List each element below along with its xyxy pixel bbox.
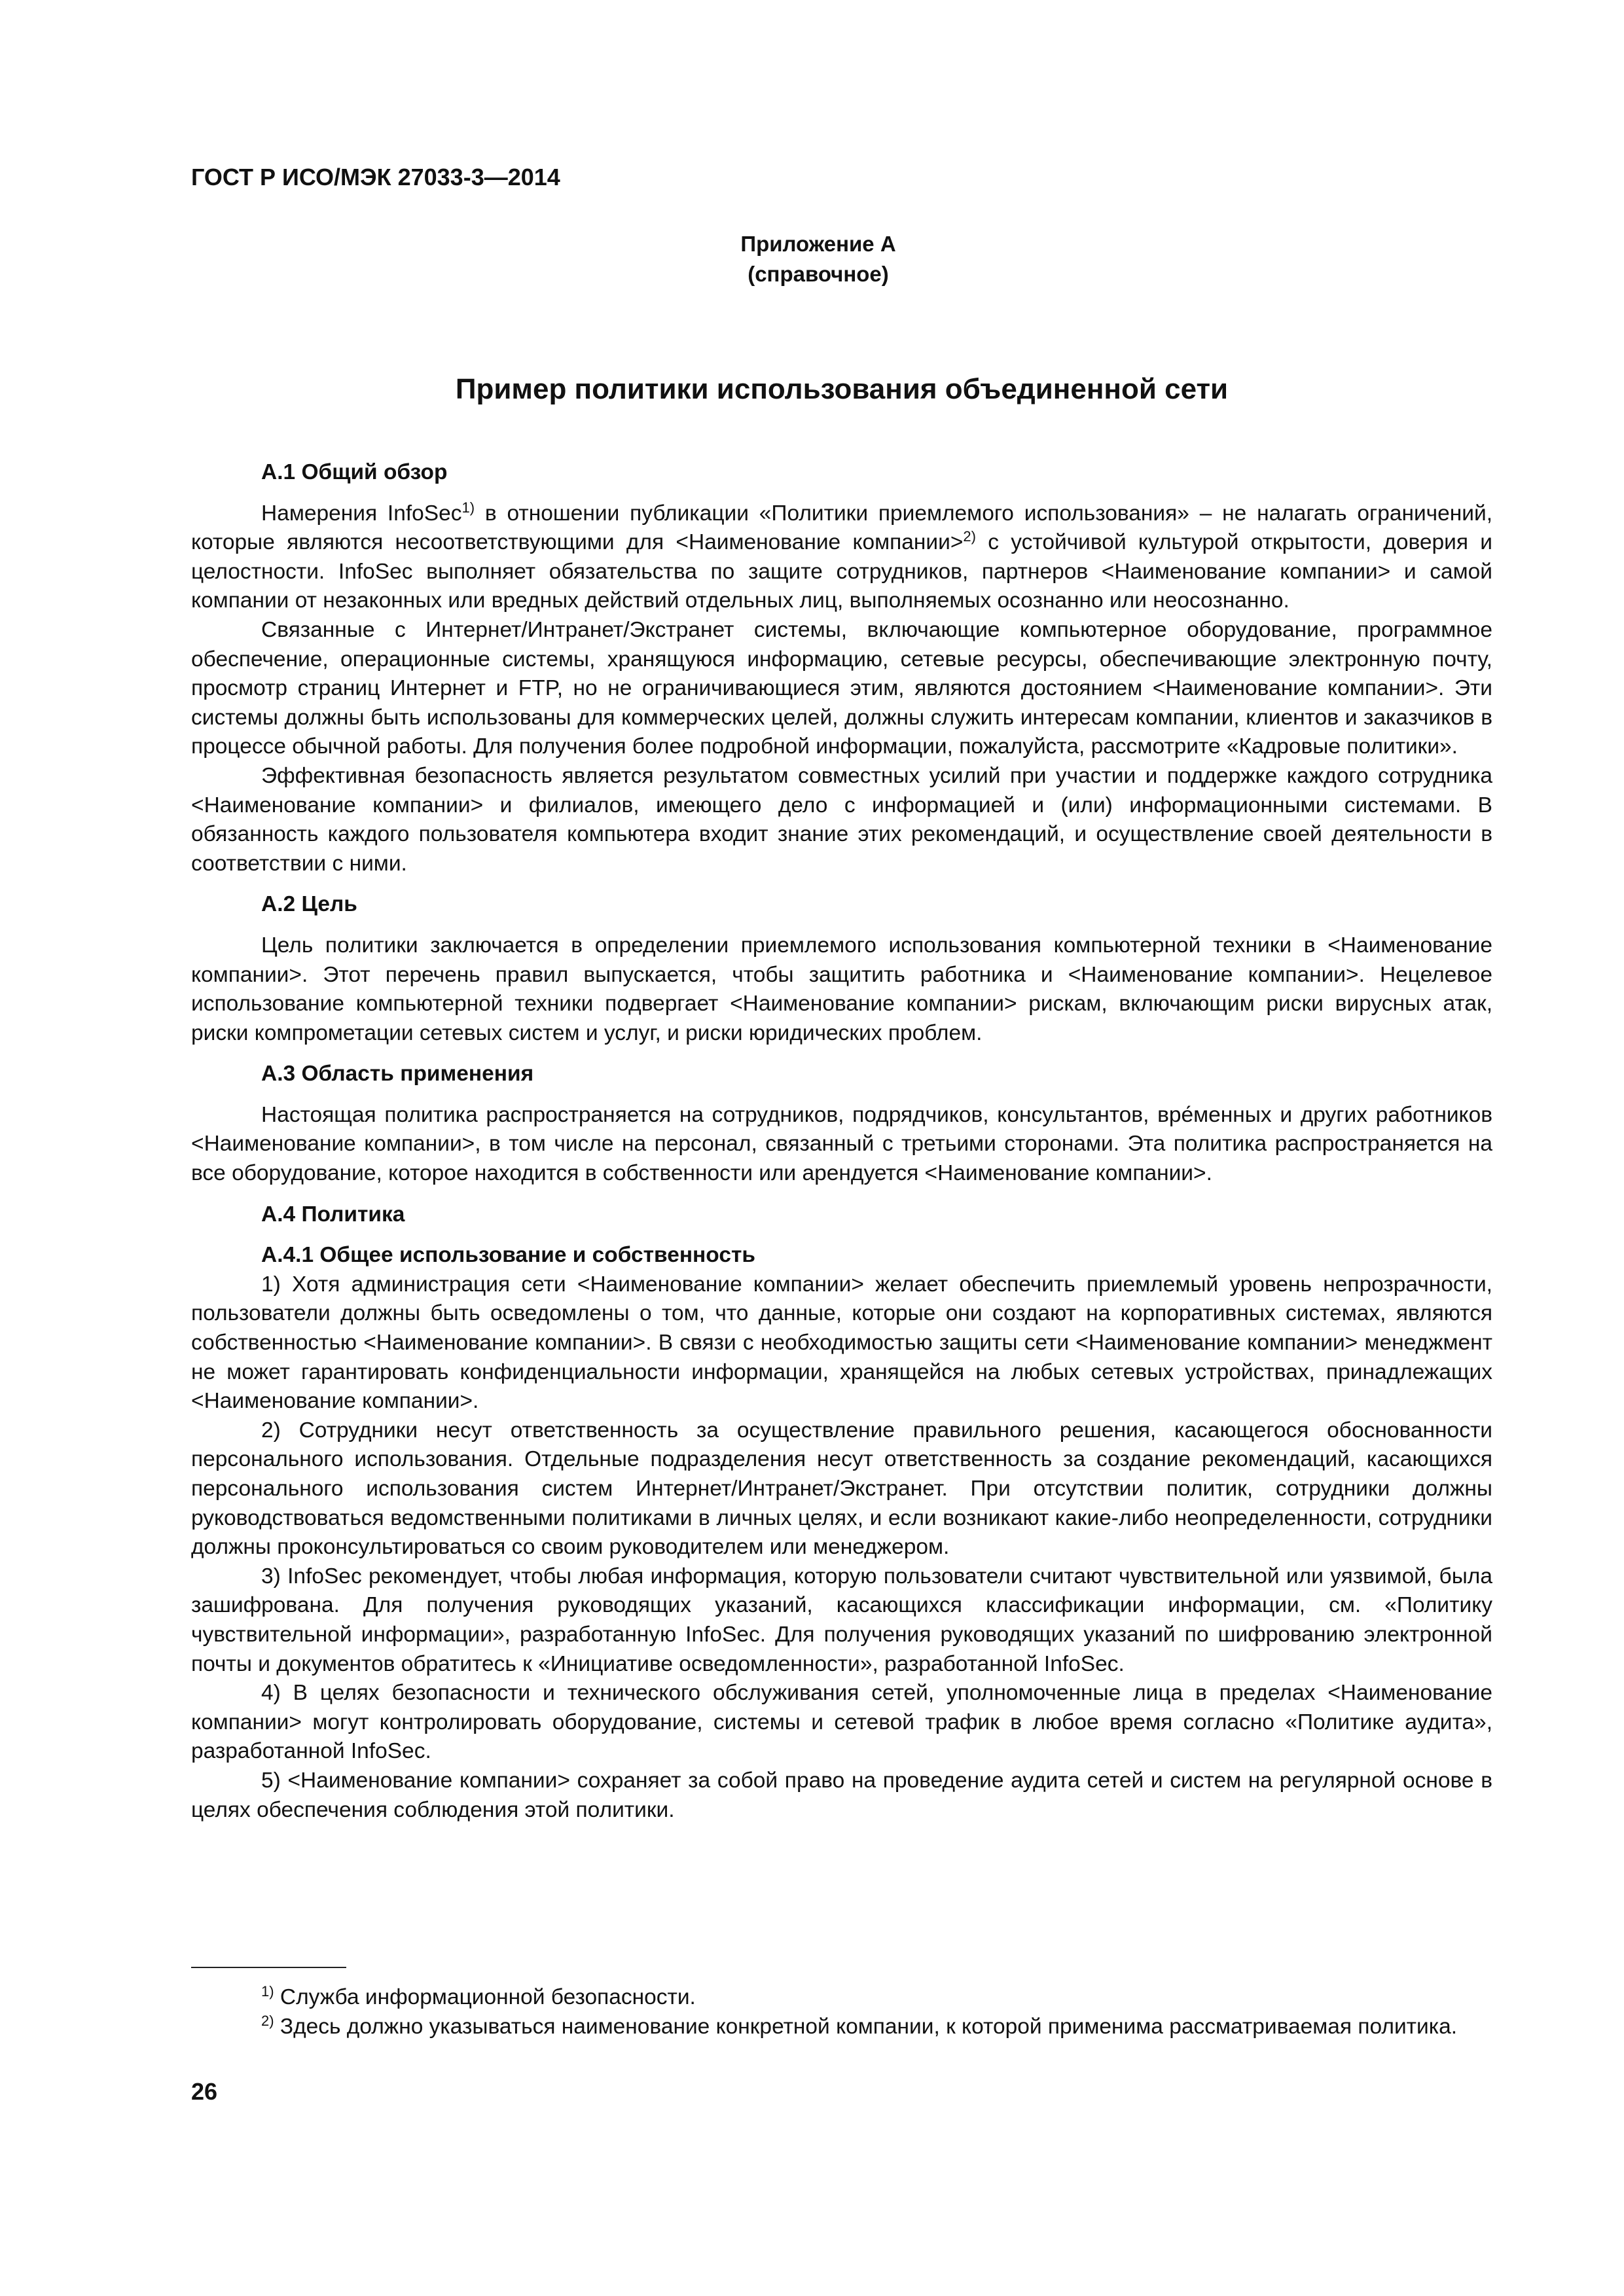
section-heading-a2: А.2 Цель <box>261 892 357 917</box>
standard-header: ГОСТ Р ИСО/МЭК 27033-3—2014 <box>191 164 560 190</box>
annex-label <box>687 229 949 289</box>
list-item: 1) Хотя администрация сети <Наименование компании> желает обеспечить приемлемый уровень непрозрачности, пользователи должны быть осведомлены о том, что данные, которые они создают на корпоративных системах, являются собственностью <Наименование компании>. В связи с необходимостью защиты сети <Наименование компании> менеджмент не может гарантировать конфиденциальности информации, хранящейся на любых сетевых устройствах, принадлежащих <Наименование компании>. <box>191 1272 1492 1414</box>
paragraph: Эффективная безопасность является результатом совместных усилий при участии и поддержке каждого сотрудника <Наименование компании> и филиалов, имеющего дело с информацией и (или) информационными системами. В обязанность каждого пользователя компьютера входит знание этих рекомендаций, и осуществление своей деятельности в соответствии с ними. <box>191 763 1492 876</box>
list-item: 5) <Наименование компании> сохраняет за собой право на проведение аудита сетей и систем на регулярной основе в целях обеспечения соблюдения этой политики. <box>191 1768 1492 1822</box>
page-number: 26 <box>191 2078 218 2105</box>
footnote-mark: 2) <box>261 2012 274 2029</box>
subsection-heading-a41: А.4.1 Общее использование и собственность <box>261 1243 755 1268</box>
annex-type: (справочное) <box>748 262 889 286</box>
list-item: 3) InfoSec рекомендует, чтобы любая информация, которую пользователи считают чувствительной или уязвимой, была зашифрована. Для получения руководящих указаний, касающихся классификации информации, см. «Политику чувствительной информации», разработанную InfoSec. Для получения руководящих указаний по шифрованию электронной почты и документов обратитесь к «Инициативе осведомленности», разработанной InfoSec. <box>191 1564 1492 1676</box>
footnotes <box>191 1983 1492 2041</box>
section-heading-a1: А.1 Общий обзор <box>261 460 448 484</box>
paragraph: Связанные с Интернет/Интранет/Экстранет системы, включающие компьютерное оборудование, программное обеспечение, операционные системы, хранящуюся информацию, сетевые ресурсы, обеспечивающие электронную почту, просмотр страниц Интернет и FTP, но не ограничивающиеся этим, являются достоянием <Наименование компании>. Эти системы должны быть использованы для коммерческих целей, должны служить интересам компании, клиентов и заказчиков в процессе обычной работы. Для получения более подробной информации, пожалуйста, рассмотрите «Кадровые политики». <box>191 617 1492 759</box>
page-title: Пример политики использования объединенной сети <box>455 373 1229 405</box>
text-run: Намерения InfoSec <box>261 501 462 526</box>
footnote-ref: 2) <box>963 528 976 545</box>
footnote-text: Здесь должно указываться наименование конкретной компании, к которой применима рассматриваемая политика. <box>274 2014 1458 2039</box>
text-run: в отношении публикации «Политики приемлемого использования» – не налагать ограничений, которые являются несоответствующими для <Наименование компании> <box>191 501 1492 555</box>
section-heading-a4: А.4 Политика <box>261 1202 405 1227</box>
paragraph: Настоящая политика распространяется на сотрудников, подрядчиков, консультантов, вре́менных и других работников <Наименование компании>, в том числе на персонал, связанный с третьими сторонами. Эта политика распространяется на все оборудование, которое находится в собственности или арендуется <Наименование компании>. <box>191 1102 1492 1186</box>
footnote-divider <box>191 1967 346 1968</box>
footnote-text: Служба информационной безопасности. <box>274 1985 696 2009</box>
paragraph: Цель политики заключается в определении приемлемого использования компьютерной техники в <Наименование компании>. Этот перечень правил выпускается, чтобы защитить работника и <Наименование компании>. Нецелевое использование компьютерной техники подвергает <Наименование компании> рискам, включающим риски вирусных атак, риски компрометации сетевых систем и услуг, и риски юридических проблем. <box>191 933 1492 1045</box>
paragraph <box>191 499 1492 616</box>
section-heading-a3: А.3 Область применения <box>261 1062 534 1086</box>
list-item: 4) В целях безопасности и технического обслуживания сетей, уполномоченные лица в пределах <Наименование компании> могут контролировать оборудование, системы и сетевой трафик в любое время согласно «Политике аудита», разработанной InfoSec. <box>191 1681 1492 1764</box>
footnote <box>191 1983 1492 2013</box>
text-run: с устойчивой культурой открытости, доверия и целостности. InfoSec выполняет обязательства по защите сотрудников, партнеров <Наименование компании> и самой компании от незаконных или вредных действий отдельных лиц, выполняемых осознанно или неосознанно. <box>191 530 1492 613</box>
annex-title: Приложение А <box>740 232 896 256</box>
footnote-ref: 1) <box>461 499 475 516</box>
document-body <box>191 458 1492 1825</box>
footnote <box>191 2013 1492 2042</box>
list-item: 2) Сотрудники несут ответственность за осуществление правильного решения, касающегося обоснованности персонального использования. Отдельные подразделения несут ответственность за создание рекомендаций, касающихся персонального использования систем Интернет/Интранет/Экстранет. При отсутствии политик, сотрудники должны руководствоваться ведомственными политиками в личных целях, и если возникают какие-либо неопределенности, сотрудники должны проконсультироваться со своим руководителем или менеджером. <box>191 1418 1492 1560</box>
footnote-mark: 1) <box>261 1982 274 2000</box>
